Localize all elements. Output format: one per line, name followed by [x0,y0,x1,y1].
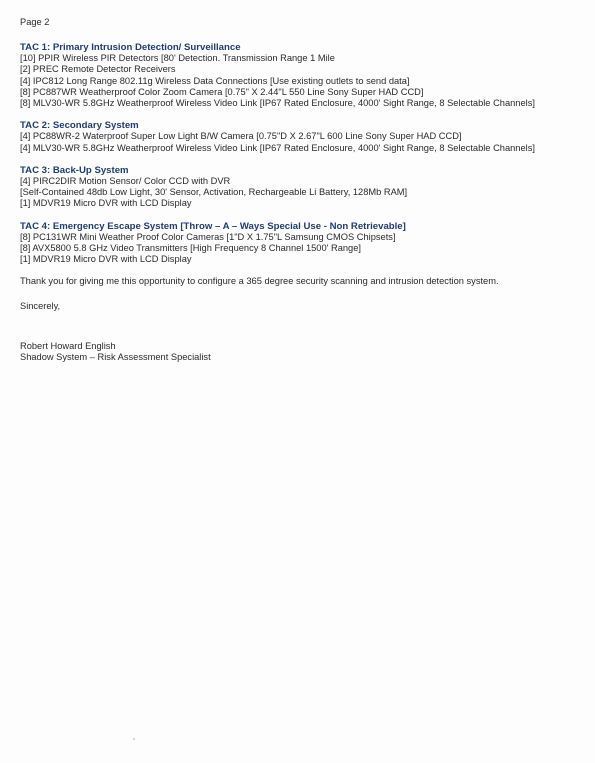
tac-section-1 [20,42,585,109]
scan-speck [133,738,135,740]
equipment-line: [1] MDVR19 Micro DVR with LCD Display [20,254,192,265]
tac-section-3 [20,165,585,210]
tac-section-4 [20,221,585,266]
salutation: Sincerely, [20,300,61,311]
equipment-line: [8] PC131WR Mini Weather Proof Color Cameras [1"D X 1.75"L Samsung CMOS Chipsets] [20,231,396,242]
section-heading: TAC 2: Secondary System [20,120,139,132]
equipment-line: [8] MLV30-WR 5.8GHz Weatherproof Wireless Video Link [IP67 Rated Enclosure, 4000' Sight Range, 8 Selectable Channels] [20,98,535,109]
equipment-line: [8] AVX5800 5.8 GHz Video Transmitters [High Frequency 8 Channel 1500' Range] [20,243,361,254]
signature-name: Robert Howard English [20,340,116,351]
section-heading: TAC 4: Emergency Escape System [Throw – A – Ways Special Use - Non Retrievable] [20,220,406,232]
letter-body [20,42,585,363]
page-number: Page 2 [20,17,50,27]
tac-section-2 [20,120,585,154]
equipment-line: [4] PC88WR-2 Waterproof Super Low Light B/W Camera [0.75"D X 2.67"L 600 Line Sony Super HAD CCD] [20,131,462,142]
section-heading: TAC 3: Back-Up System [20,164,129,176]
equipment-line: [4] PIRC2DIR Motion Sensor/ Color CCD with DVR [20,176,231,187]
equipment-line: [4] IPC812 Long Range 802.11g Wireless Data Connections [Use existing outlets to send data] [20,75,410,86]
equipment-line: [4] MLV30-WR 5.8GHz Weatherproof Wireless Video Link [IP67 Rated Enclosure, 4000' Sight Range, 8 Selectable Channels] [20,142,535,153]
signature-title: Shadow System – Risk Assessment Specialist [20,352,211,363]
equipment-line: [1] MDVR19 Micro DVR with LCD Display [20,198,192,209]
equipment-line: [2] PREC Remote Detector Receivers [20,64,176,75]
equipment-line: [8] PC887WR Weatherproof Color Zoom Camera [0.75" X 2.44"L 550 Line Sony Super HAD CCD] [20,86,424,97]
equipment-line: [10] PPIR Wireless PIR Detectors [80' Detection. Transmission Range 1 Mile [20,53,335,64]
section-heading: TAC 1: Primary Intrusion Detection/ Surveillance [20,42,241,53]
equipment-line: [Self-Contained 48db Low Light, 30' Sensor, Activation, Rechargeable Li Battery, 128Mb RAM] [20,187,408,198]
closing-paragraph: Thank you for giving me this opportunity to configure a 365 degree security scanning and intrusion detection system. [20,276,499,287]
